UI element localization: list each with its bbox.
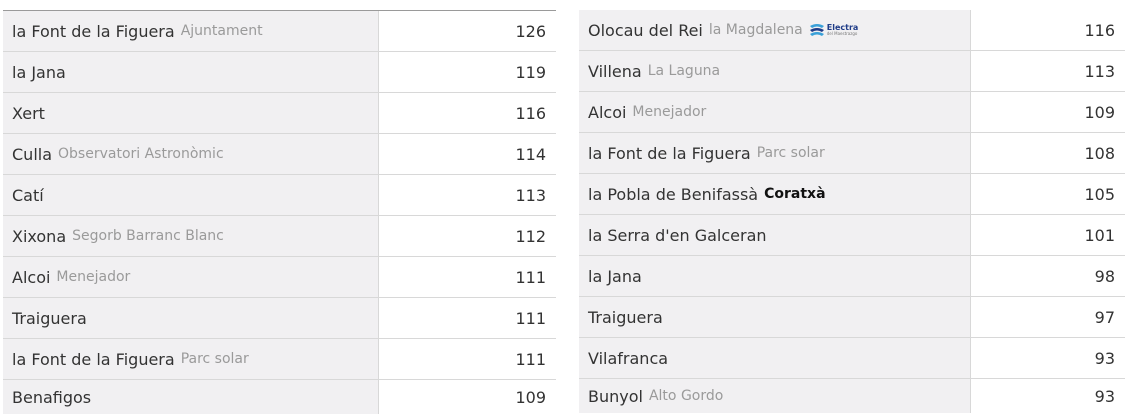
table-row [3, 339, 556, 380]
station-location: Observatori Astronòmic [58, 146, 224, 162]
station-value: 111 [379, 339, 556, 379]
table-row [3, 298, 556, 339]
station-name-cell [579, 215, 971, 255]
table-row [579, 379, 1125, 413]
station-place: Culla [12, 144, 53, 164]
table-row [579, 215, 1125, 256]
station-value: 105 [971, 174, 1125, 214]
table-row [579, 297, 1125, 338]
station-value: 113 [971, 51, 1125, 91]
station-place: Traiguera [588, 307, 663, 327]
station-place: Alcoi [12, 267, 51, 287]
station-location: Parc solar [180, 351, 249, 367]
ranking-table-left [3, 10, 556, 414]
station-name-cell [579, 379, 971, 413]
station-location: Coratxà [764, 186, 826, 202]
station-value: 109 [379, 380, 556, 414]
station-value: 111 [379, 298, 556, 338]
station-name-cell [579, 133, 971, 173]
station-place: la Font de la Figuera [588, 143, 751, 163]
station-name-cell [579, 297, 971, 337]
station-place: la Jana [12, 62, 66, 82]
station-value: 101 [971, 215, 1125, 255]
logo-subtitle: del Maestrazgo [826, 31, 858, 36]
station-name-cell [3, 380, 379, 414]
station-name-cell [3, 298, 379, 338]
station-place: Vilafranca [588, 348, 669, 368]
station-place: Benafigos [12, 387, 92, 407]
station-place: Olocau del Rei [588, 20, 703, 40]
station-value: 113 [379, 175, 556, 215]
station-name-cell [3, 257, 379, 297]
station-place: la Font de la Figuera [12, 21, 175, 41]
station-name-cell [3, 339, 379, 379]
station-name-cell [579, 174, 971, 214]
table-row [579, 338, 1125, 379]
table-row [3, 175, 556, 216]
station-name-cell [3, 175, 379, 215]
logo-name: Electra [826, 23, 859, 32]
station-location: Menejador [632, 104, 707, 120]
table-row [3, 93, 556, 134]
station-value: 111 [379, 257, 556, 297]
station-value: 93 [971, 379, 1125, 413]
table-row [579, 133, 1125, 174]
table-row [3, 134, 556, 175]
station-value: 114 [379, 134, 556, 174]
table-row [3, 216, 556, 257]
station-location: Segorb Barranc Blanc [72, 228, 224, 244]
station-location: Alto Gordo [648, 388, 724, 404]
station-name-cell [3, 216, 379, 256]
station-name-cell [3, 52, 379, 92]
station-place: Villena [588, 61, 642, 81]
station-location: Parc solar [756, 145, 825, 161]
station-place: la Font de la Figuera [12, 349, 175, 369]
table-row [3, 380, 556, 414]
table-row [3, 52, 556, 93]
station-name-cell [3, 11, 379, 51]
station-name-cell [3, 93, 379, 133]
station-value: 97 [971, 297, 1125, 337]
station-name-cell [579, 92, 971, 132]
station-location: La Laguna [647, 63, 721, 79]
station-place: Catí [12, 185, 44, 205]
station-place: la Pobla de Benifassà [588, 184, 759, 204]
station-place: Alcoi [588, 102, 627, 122]
station-location: Menejador [56, 269, 131, 285]
station-value: 116 [379, 93, 556, 133]
table-row [3, 257, 556, 298]
station-name-cell [579, 256, 971, 296]
table-row [579, 10, 1125, 51]
station-value: 108 [971, 133, 1125, 173]
station-place: Xert [12, 103, 45, 123]
station-value: 98 [971, 256, 1125, 296]
station-name-cell [579, 10, 971, 50]
station-value: 112 [379, 216, 556, 256]
station-location: Ajuntament [180, 23, 263, 39]
ranking-table-right [579, 10, 1125, 413]
station-name-cell [579, 338, 971, 378]
table-row [3, 11, 556, 52]
station-place: Bunyol [588, 386, 643, 406]
station-value: 109 [971, 92, 1125, 132]
station-value: 119 [379, 52, 556, 92]
station-place: la Serra d'en Galceran [588, 225, 767, 245]
station-place: Xixona [12, 226, 67, 246]
station-place: la Jana [588, 266, 642, 286]
table-row [579, 92, 1125, 133]
table-row [579, 51, 1125, 92]
station-name-cell [579, 51, 971, 91]
station-value: 126 [379, 11, 556, 51]
station-value: 93 [971, 338, 1125, 378]
electra-logo-icon [809, 22, 859, 38]
station-name-cell [3, 134, 379, 174]
station-place: Traiguera [12, 308, 87, 328]
table-row [579, 174, 1125, 215]
station-location: la Magdalena [708, 22, 803, 38]
table-row [579, 256, 1125, 297]
station-value: 116 [971, 10, 1125, 50]
